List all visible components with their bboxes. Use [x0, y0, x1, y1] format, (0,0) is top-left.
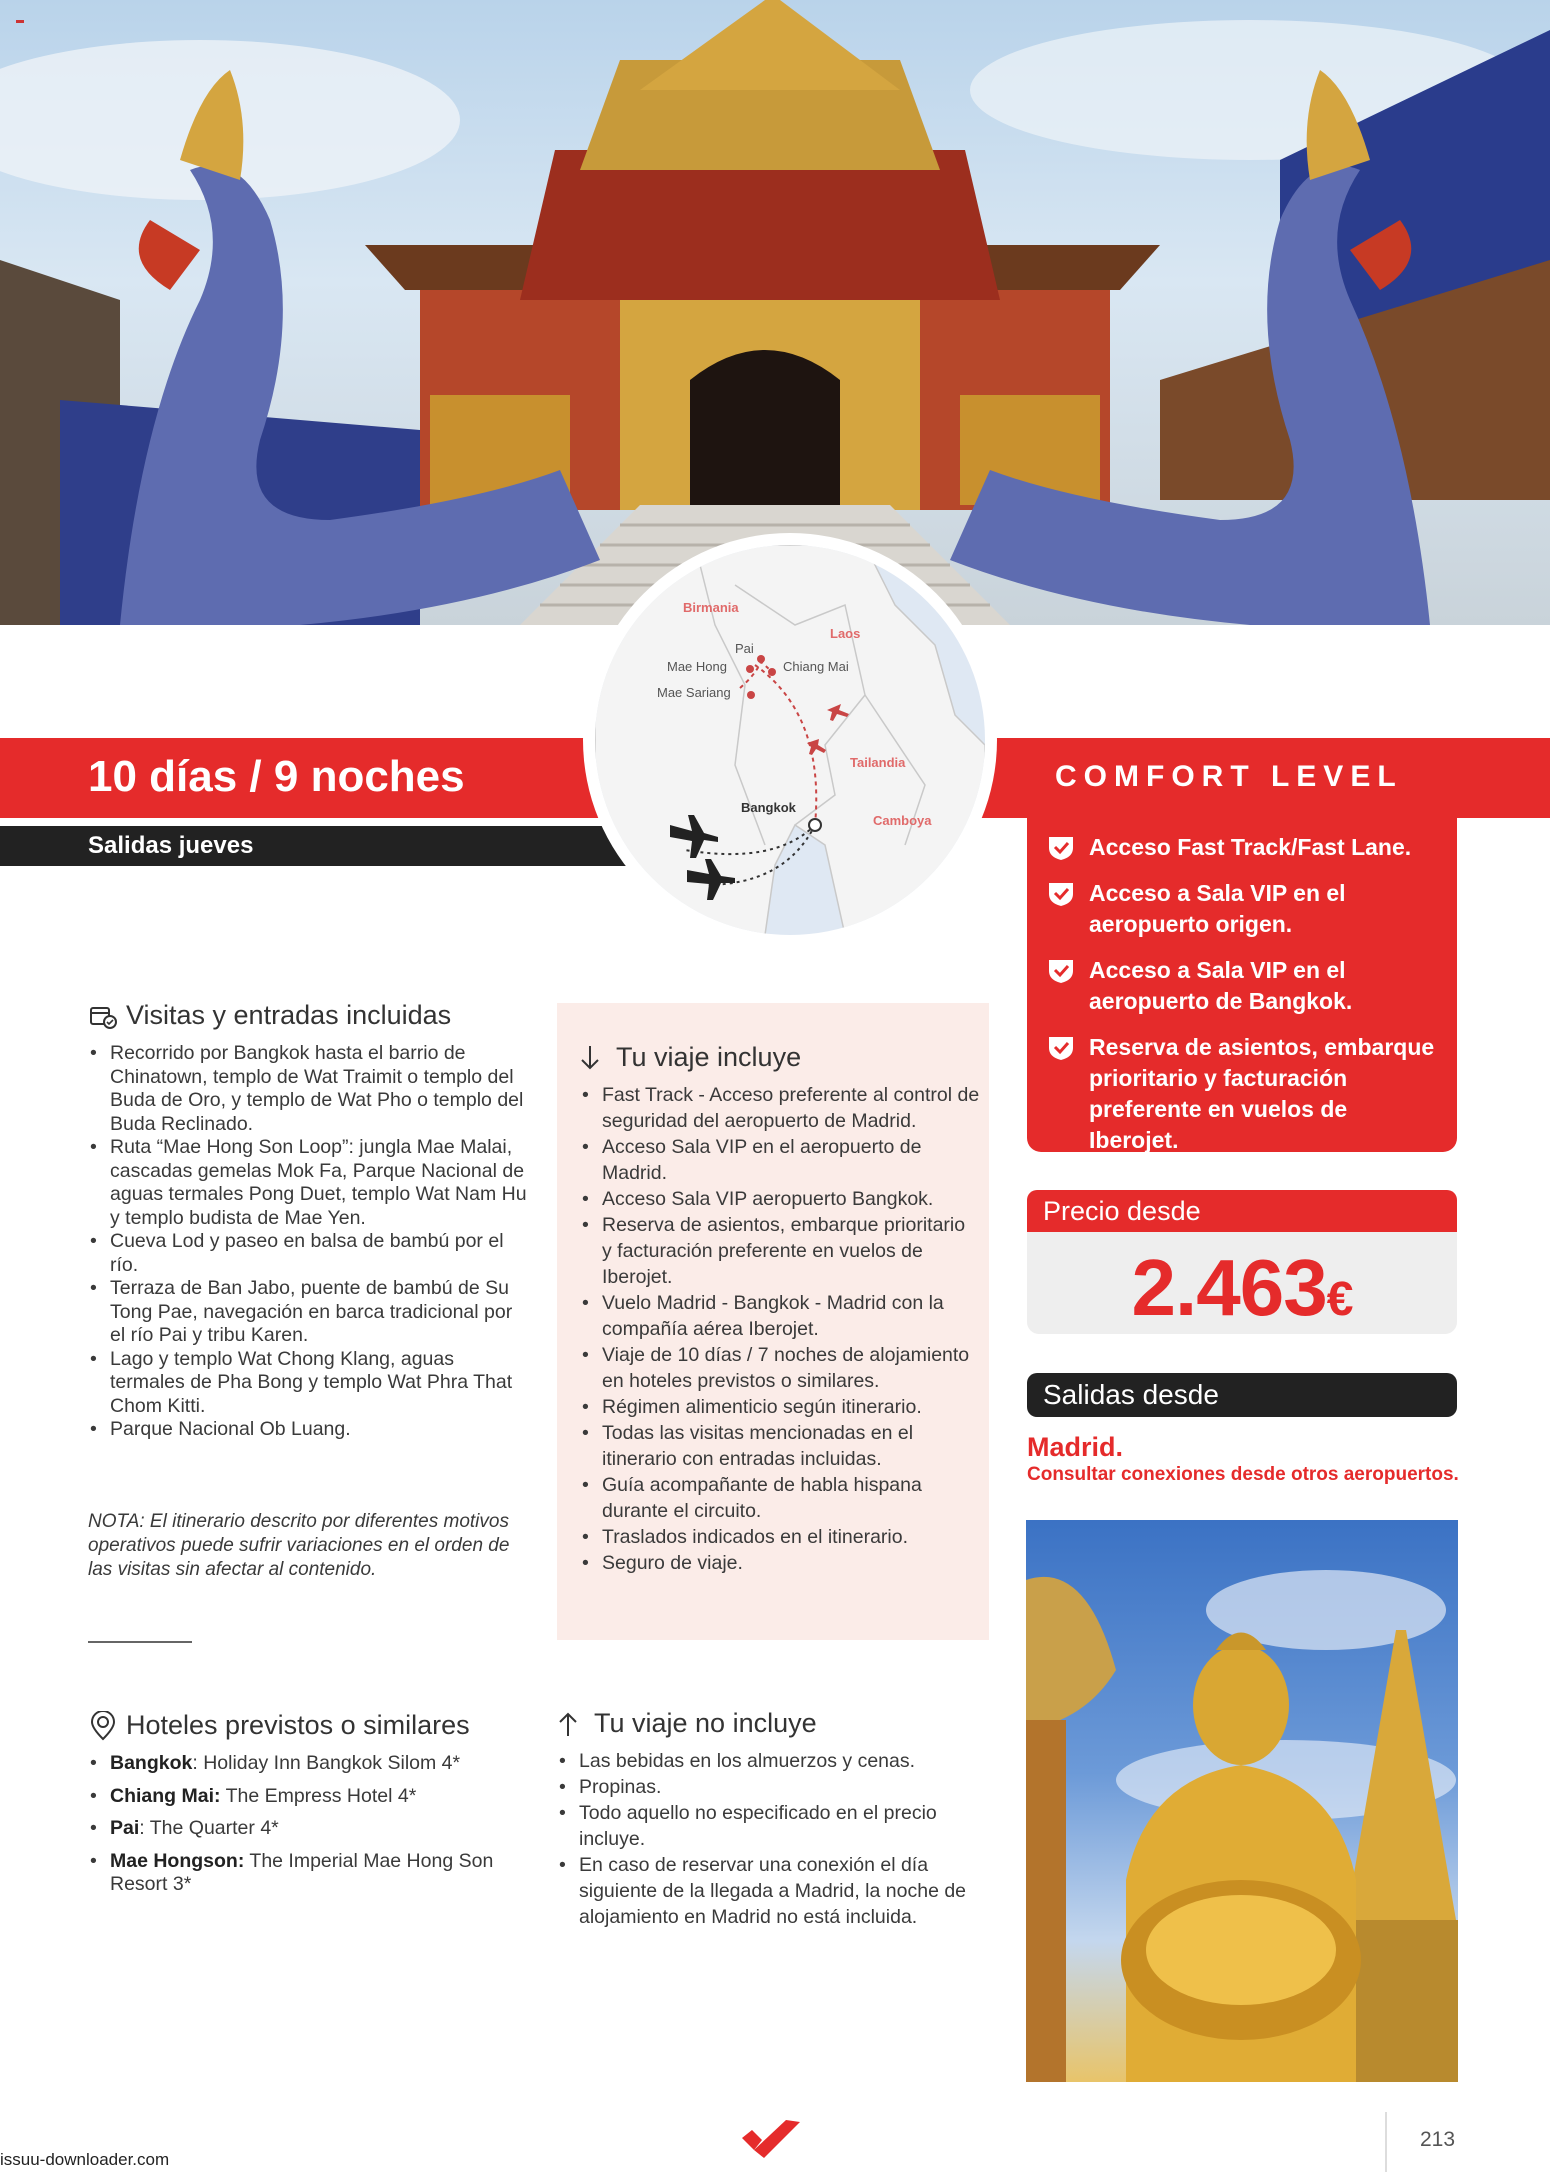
list-item: • Guía acompañante de habla hispana durante el circuito. — [580, 1472, 980, 1524]
departure-city: Madrid. — [1027, 1432, 1124, 1462]
price-box — [1027, 1232, 1457, 1334]
list-item: • Ruta “Mae Hong Son Loop”: jungla Mae Malai, cascadas gemelas Mok Fa, Parque Nacional de aguas termales Pong Duet, templo Wat Nam Hu y templo budista de Mae Yen. — [88, 1136, 528, 1230]
hotel-item: • Mae Hongson: The Imperial Mae Hong Son Resort 3* — [88, 1850, 528, 1897]
departures-label: Salidas desde — [1027, 1373, 1457, 1417]
list-item: • Fast Track - Acceso preferente al control de seguridad del aeropuerto de Madrid. — [580, 1082, 980, 1134]
arrow-down-icon — [578, 1043, 608, 1073]
comfort-level-title: COMFORT LEVEL — [1055, 760, 1403, 793]
price-currency: € — [1326, 1273, 1353, 1326]
page-number: 213 — [1420, 2128, 1456, 2151]
trip-duration: 10 días / 9 noches — [88, 752, 465, 801]
map-city-label: Mae Sariang — [657, 685, 731, 700]
footer-divider — [1385, 2112, 1387, 2172]
list-item: • Cueva Lod y paseo en balsa de bambú por el río. — [88, 1230, 528, 1277]
route-map — [595, 545, 985, 935]
list-item: • Seguro de viaje. — [580, 1550, 980, 1576]
divider — [88, 1641, 192, 1643]
check-shield-icon — [1047, 1035, 1075, 1061]
price-label: Precio desde — [1027, 1190, 1457, 1232]
comfort-level-list — [1027, 818, 1457, 1152]
brand-logo-icon — [740, 2118, 802, 2160]
list-item: • Propinas. — [557, 1774, 997, 1800]
list-item: • Acceso Sala VIP aeropuerto Bangkok. — [580, 1186, 980, 1212]
hotel-item: • Chiang Mai: The Empress Hotel 4* — [88, 1785, 528, 1809]
list-item: • Terraza de Ban Jabo, puente de bambú de Su Tong Pae, navegación en barca tradicional por el río Pai y tribu Karen. — [88, 1277, 528, 1348]
list-item: • Lago y templo Wat Chong Klang, aguas termales de Pha Bong y templo Wat Phra That Chom Kitti. — [88, 1348, 528, 1419]
map-country-label: Camboya — [873, 813, 932, 828]
incluye-title: Tu viaje incluye — [578, 1042, 801, 1073]
no-incluye-title: Tu viaje no incluye — [556, 1708, 817, 1739]
map-country-label: Laos — [830, 626, 861, 641]
list-item: • Vuelo Madrid - Bangkok - Madrid con la compañía aérea Iberojet. — [580, 1290, 980, 1342]
departure-note: Consultar conexiones desde otros aeropuertos. — [1027, 1464, 1459, 1485]
map-illustration — [595, 545, 985, 935]
itinerary-note: NOTA: El itinerario descrito por diferentes motivos operativos puede sufrir variaciones en el orden de las visitas sin afectar al contenido. — [88, 1511, 510, 1580]
hotel-item: • Pai: The Quarter 4* — [88, 1817, 528, 1841]
visitas-title: Visitas y entradas incluidas — [88, 1000, 451, 1031]
source-watermark: issuu-downloader.com — [0, 2150, 170, 2169]
departure-day: Salidas jueves — [88, 832, 254, 859]
check-shield-icon — [1047, 958, 1075, 984]
hotel-item: • Bangkok: Holiday Inn Bangkok Silom 4* — [88, 1752, 528, 1776]
list-item: • Régimen alimenticio según itinerario. — [580, 1394, 980, 1420]
location-pin-icon — [88, 1711, 118, 1741]
list-item: • Traslados indicados en el itinerario. — [580, 1524, 980, 1550]
list-item: • Reserva de asientos, embarque prioritario y facturación preferente en vuelos de Iberojet. — [580, 1212, 980, 1290]
hero-temple-photo — [0, 0, 1550, 625]
map-city-label: Chiang Mai — [783, 659, 849, 674]
buddha-illustration — [1026, 1520, 1458, 2082]
check-shield-icon — [1047, 835, 1075, 861]
golden-buddha-photo — [1026, 1520, 1458, 2082]
comfort-item: Acceso a Sala VIP en el aeropuerto origen. — [1047, 878, 1439, 940]
comfort-item: Reserva de asientos, embarque prioritario y facturación preferente en vuelos de Iberojet. — [1047, 1032, 1439, 1156]
hoteles-title: Hoteles previstos o similares — [88, 1710, 470, 1741]
map-city-label: Pai — [735, 641, 754, 656]
temple-illustration — [0, 0, 1550, 625]
list-item: • Acceso Sala VIP en el aeropuerto de Madrid. — [580, 1134, 980, 1186]
list-item: • Viaje de 10 días / 7 noches de alojamiento en hoteles previstos o similares. — [580, 1342, 980, 1394]
ticket-icon — [88, 1001, 118, 1031]
map-country-label: Birmania — [683, 600, 739, 615]
price-amount: 2.463 — [1131, 1243, 1327, 1332]
list-item: • Todas las visitas mencionadas en el itinerario con entradas incluidas. — [580, 1420, 980, 1472]
comfort-item: Acceso Fast Track/Fast Lane. — [1047, 832, 1439, 863]
list-item: • Las bebidas en los almuerzos y cenas. — [557, 1748, 997, 1774]
hoteles-list — [88, 1752, 528, 1906]
list-item: • Todo aquello no especificado en el precio incluye. — [557, 1800, 997, 1852]
map-city-label: Bangkok — [741, 800, 796, 815]
incluye-list — [580, 1082, 980, 1576]
price-value — [1132, 1242, 1353, 1334]
check-shield-icon — [1047, 881, 1075, 907]
map-country-label: Tailandia — [850, 755, 906, 770]
list-item: • Parque Nacional Ob Luang. — [88, 1418, 528, 1442]
list-item: • Recorrido por Bangkok hasta el barrio de Chinatown, templo de Wat Traimit o templo del Buda de Oro, y templo de Wat Pho o templo del Buda Reclinado. — [88, 1042, 528, 1136]
map-city-label: Mae Hong — [667, 659, 727, 674]
corner-mark — [16, 20, 24, 23]
list-item: • En caso de reservar una conexión el día siguiente de la llegada a Madrid, la noche de alojamiento en Madrid no está incluida. — [557, 1852, 997, 1930]
arrow-up-icon — [556, 1709, 586, 1739]
visitas-list — [88, 1042, 528, 1442]
comfort-item: Acceso a Sala VIP en el aeropuerto de Bangkok. — [1047, 955, 1439, 1017]
no-incluye-list — [557, 1748, 997, 1930]
